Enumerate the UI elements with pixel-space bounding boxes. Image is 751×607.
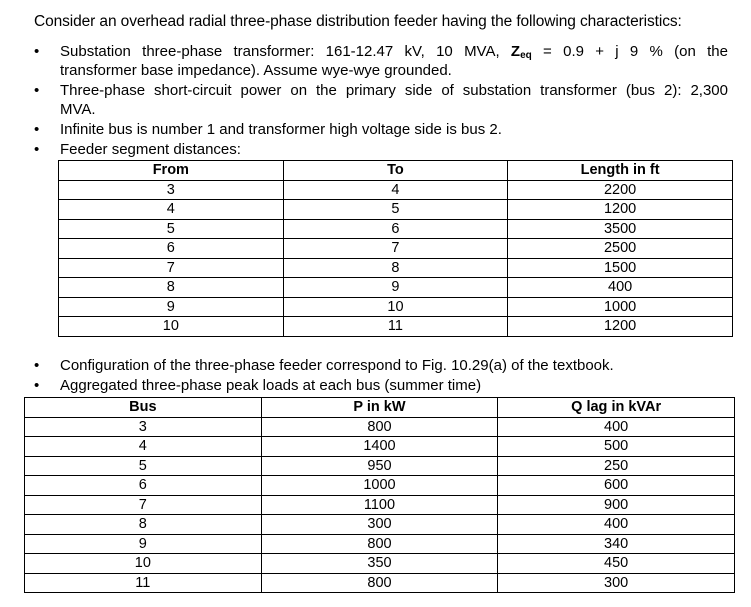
from-cell: 6 [59, 239, 284, 259]
to-cell: 6 [283, 219, 508, 239]
to-cell: 4 [283, 180, 508, 200]
q-kvar-cell: 250 [498, 456, 735, 476]
bullet-dot: • [34, 141, 40, 158]
q-kvar-cell: 500 [498, 437, 735, 457]
bullet-dot: • [34, 357, 40, 374]
bullet-dot: • [34, 377, 40, 394]
p-kw-cell: 350 [261, 554, 498, 574]
q-kvar-cell: 600 [498, 476, 735, 496]
p-kw-cell: 800 [261, 417, 498, 437]
bullet-configuration-text: Configuration of the three-phase feeder correspond to Fig. 10.29(a) of the textbook. [60, 357, 614, 374]
bullet-dot: • [34, 82, 40, 99]
p-kw-cell: 1100 [261, 495, 498, 515]
table-row [59, 219, 733, 239]
table-row [59, 258, 733, 278]
table-row [59, 200, 733, 220]
bus-cell: 6 [25, 476, 262, 496]
problem-intro: Consider an overhead radial three-phase distribution feeder having the following characteristics: [34, 13, 682, 30]
table-header-row [25, 398, 735, 418]
table-row [25, 417, 735, 437]
from-cell: 3 [59, 180, 284, 200]
length-cell: 2200 [508, 180, 733, 200]
to-cell: 10 [283, 297, 508, 317]
to-cell: 8 [283, 258, 508, 278]
bus-cell: 7 [25, 495, 262, 515]
to-cell: 11 [283, 317, 508, 337]
column-header-p-kw: P in kW [261, 398, 498, 418]
q-kvar-cell: 400 [498, 417, 735, 437]
table-row [25, 554, 735, 574]
column-header-to: To [283, 161, 508, 181]
bullet-transformer-line2: transformer base impedance). Assume wye-wye grounded. [60, 62, 452, 79]
length-cell: 1000 [508, 297, 733, 317]
p-kw-cell: 950 [261, 456, 498, 476]
bullet-dot: • [34, 43, 40, 60]
zeq-subscript: eq [520, 50, 532, 61]
table-row [25, 534, 735, 554]
p-kw-cell: 800 [261, 573, 498, 593]
bullet-short-circuit-line2: MVA. [60, 101, 96, 118]
column-header-q-kvar: Q lag in kVAr [498, 398, 735, 418]
p-kw-cell: 1000 [261, 476, 498, 496]
table-row [25, 515, 735, 535]
q-kvar-cell: 450 [498, 554, 735, 574]
q-kvar-cell: 400 [498, 515, 735, 535]
bus-cell: 8 [25, 515, 262, 535]
transformer-spec-text: Substation three-phase transformer: 161-12.47 kV, 10 MVA, [60, 43, 511, 60]
length-cell: 400 [508, 278, 733, 298]
bus-cell: 5 [25, 456, 262, 476]
table-header-row [59, 161, 733, 181]
column-header-bus: Bus [25, 398, 262, 418]
table-row [25, 437, 735, 457]
bullet-infinite-bus-text: Infinite bus is number 1 and transformer high voltage side is bus 2. [60, 121, 502, 138]
table-row [59, 239, 733, 259]
table-row [59, 180, 733, 200]
to-cell: 5 [283, 200, 508, 220]
bus-cell: 9 [25, 534, 262, 554]
segment-distance-table [58, 160, 733, 337]
zeq-value-text: = 0.9 + j 9 % (on the [531, 43, 728, 60]
from-cell: 7 [59, 258, 284, 278]
zeq-symbol [511, 43, 532, 60]
from-cell: 5 [59, 219, 284, 239]
from-cell: 10 [59, 317, 284, 337]
p-kw-cell: 300 [261, 515, 498, 535]
length-cell: 1200 [508, 200, 733, 220]
bullet-aggregated-loads-text: Aggregated three-phase peak loads at each bus (summer time) [60, 377, 482, 394]
length-cell: 1200 [508, 317, 733, 337]
table-row [25, 573, 735, 593]
q-kvar-cell: 900 [498, 495, 735, 515]
p-kw-cell: 800 [261, 534, 498, 554]
q-kvar-cell: 300 [498, 573, 735, 593]
table-row [59, 317, 733, 337]
table-row [25, 476, 735, 496]
q-kvar-cell: 340 [498, 534, 735, 554]
bus-cell: 3 [25, 417, 262, 437]
from-cell: 4 [59, 200, 284, 220]
peak-load-table [24, 397, 735, 593]
to-cell: 7 [283, 239, 508, 259]
table-row [59, 297, 733, 317]
column-header-from: From [59, 161, 284, 181]
length-cell: 3500 [508, 219, 733, 239]
column-header-length: Length in ft [508, 161, 733, 181]
bullet-dot: • [34, 121, 40, 138]
table-row [25, 456, 735, 476]
bus-cell: 4 [25, 437, 262, 457]
zeq-z: Z [510, 43, 521, 60]
bus-cell: 11 [25, 573, 262, 593]
to-cell: 9 [283, 278, 508, 298]
bullet-feeder-distances-text: Feeder segment distances: [60, 141, 241, 158]
from-cell: 9 [59, 297, 284, 317]
from-cell: 8 [59, 278, 284, 298]
table-row [59, 278, 733, 298]
table-row [25, 495, 735, 515]
length-cell: 2500 [508, 239, 733, 259]
length-cell: 1500 [508, 258, 733, 278]
p-kw-cell: 1400 [261, 437, 498, 457]
bus-cell: 10 [25, 554, 262, 574]
bullet-short-circuit-line1: Three-phase short-circuit power on the primary side of substation transformer (bus 2): 2,300 [60, 82, 728, 99]
